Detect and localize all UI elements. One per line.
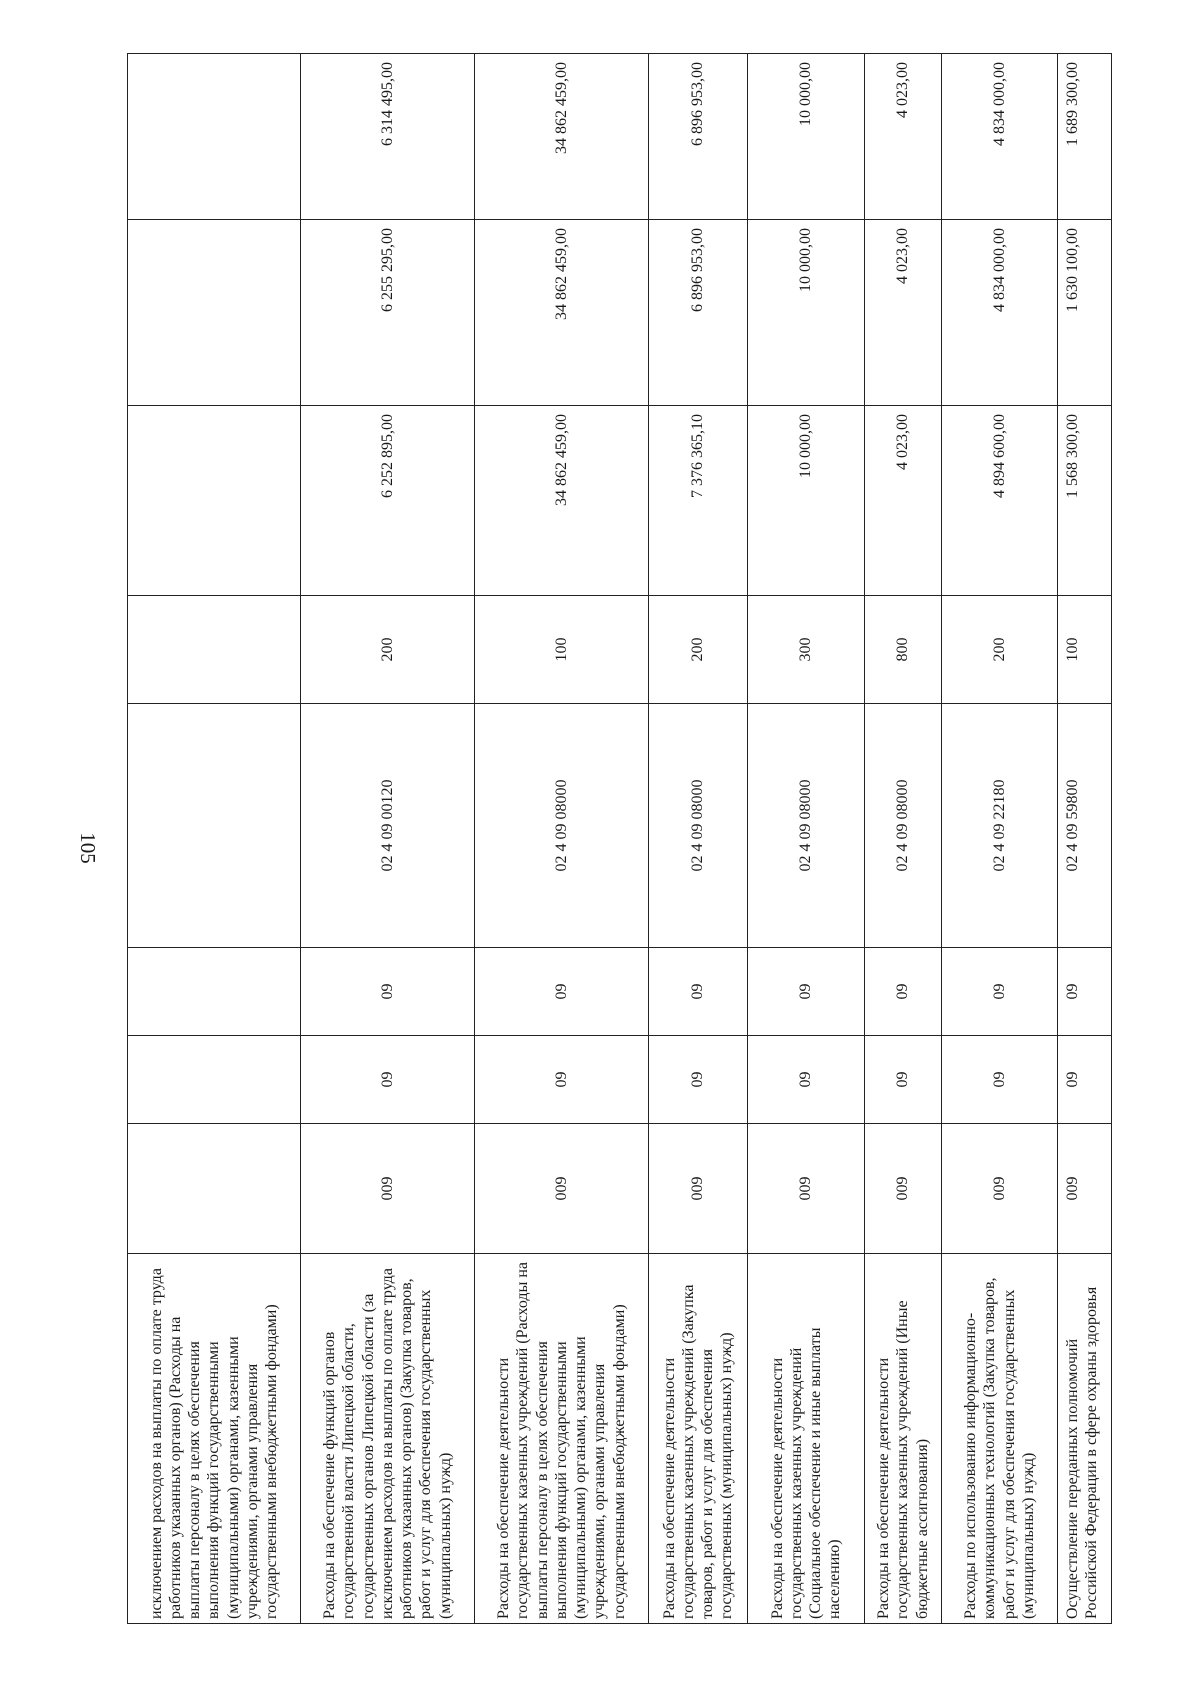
cell-ministry-code: 009 [649, 1124, 748, 1254]
cell-target-article: 02 4 09 08000 [649, 704, 748, 948]
cell-amount-2025: 34 862 459,00 [475, 54, 649, 220]
cell-description: Расходы по использованию информационно-коммуникационных технологий (Закупка товаров, работ и услуг для обеспечения государственных (муниципальных) нужд) [942, 1254, 1058, 1624]
cell-subsection-code: 09 [748, 948, 865, 1036]
cell-amount-2025: 1 689 300,00 [1058, 54, 1112, 220]
cell-section-code [128, 1036, 301, 1124]
cell-amount-2024: 6 255 295,00 [301, 220, 475, 406]
cell-amount-2024: 6 896 953,00 [649, 220, 748, 406]
cell-target-article: 02 4 09 08000 [748, 704, 865, 948]
cell-amount-2023: 7 376 365,10 [649, 406, 748, 596]
table-row [865, 54, 942, 1624]
cell-description: Расходы на обеспечение деятельности государственных казенных учреждений (Закупка товаров, работ и услуг для обеспечения государственных (муниципальных) нужд) [649, 1254, 748, 1624]
cell-description: исключением расходов на выплаты по оплате труда работников указанных органов) (Расходы на выплаты персоналу в целях обеспечения выполнения функций государственными (муниципальными) органами, казенными учреждениями, органами управления государственными внебюджетными фондами) [128, 1254, 301, 1624]
cell-ministry-code: 009 [748, 1124, 865, 1254]
budget-table [127, 53, 1112, 1624]
cell-subsection-code: 09 [942, 948, 1058, 1036]
cell-amount-2025: 6 896 953,00 [649, 54, 748, 220]
cell-target-article: 02 4 09 00120 [301, 704, 475, 948]
cell-amount-2024: 1 630 100,00 [1058, 220, 1112, 406]
table-row [301, 54, 475, 1624]
cell-ministry-code: 009 [865, 1124, 942, 1254]
cell-expense-type: 100 [1058, 596, 1112, 704]
table-row [128, 54, 301, 1624]
cell-expense-type [128, 596, 301, 704]
budget-table-body [128, 54, 1112, 1624]
cell-target-article [128, 704, 301, 948]
cell-section-code: 09 [1058, 1036, 1112, 1124]
cell-amount-2025 [128, 54, 301, 220]
cell-expense-type: 100 [475, 596, 649, 704]
cell-amount-2023: 6 252 895,00 [301, 406, 475, 596]
cell-subsection-code: 09 [301, 948, 475, 1036]
rotated-page-content [127, 54, 1133, 1624]
cell-description: Расходы на обеспечение деятельности государственных казенных учреждений (Социальное обеспечение и иные выплаты населению) [748, 1254, 865, 1624]
cell-ministry-code: 009 [1058, 1124, 1112, 1254]
cell-target-article: 02 4 09 08000 [865, 704, 942, 948]
cell-expense-type: 300 [748, 596, 865, 704]
cell-section-code: 09 [301, 1036, 475, 1124]
cell-target-article: 02 4 09 08000 [475, 704, 649, 948]
cell-section-code: 09 [748, 1036, 865, 1124]
cell-description: Расходы на обеспечение деятельности государственных казенных учреждений (Иные бюджетные ассигнования) [865, 1254, 942, 1624]
cell-expense-type: 200 [942, 596, 1058, 704]
cell-amount-2024: 4 834 000,00 [942, 220, 1058, 406]
cell-amount-2023: 34 862 459,00 [475, 406, 649, 596]
cell-amount-2024 [128, 220, 301, 406]
cell-ministry-code: 009 [301, 1124, 475, 1254]
cell-amount-2025: 4 023,00 [865, 54, 942, 220]
table-row [649, 54, 748, 1624]
cell-ministry-code: 009 [942, 1124, 1058, 1254]
cell-amount-2025: 6 314 495,00 [301, 54, 475, 220]
cell-subsection-code: 09 [649, 948, 748, 1036]
table-row [475, 54, 649, 1624]
cell-expense-type: 200 [301, 596, 475, 704]
cell-description: Расходы на обеспечение функций органов государственной власти Липецкой области, государственных органов Липецкой области (за исключением расходов на выплаты по оплате труда работников указанных органов) (Закупка товаров, работ и услуг для обеспечения государственных (муниципальных) нужд) [301, 1254, 475, 1624]
table-row [748, 54, 865, 1624]
table-row [942, 54, 1058, 1624]
table-row [1058, 54, 1112, 1624]
cell-target-article: 02 4 09 22180 [942, 704, 1058, 948]
cell-ministry-code: 009 [475, 1124, 649, 1254]
cell-section-code: 09 [942, 1036, 1058, 1124]
cell-amount-2023 [128, 406, 301, 596]
cell-subsection-code: 09 [475, 948, 649, 1036]
cell-expense-type: 800 [865, 596, 942, 704]
cell-amount-2025: 4 834 000,00 [942, 54, 1058, 220]
cell-subsection-code: 09 [865, 948, 942, 1036]
cell-amount-2024: 4 023,00 [865, 220, 942, 406]
cell-section-code: 09 [649, 1036, 748, 1124]
cell-amount-2023: 10 000,00 [748, 406, 865, 596]
cell-amount-2023: 4 023,00 [865, 406, 942, 596]
cell-amount-2023: 4 894 600,00 [942, 406, 1058, 596]
cell-target-article: 02 4 09 59800 [1058, 704, 1112, 948]
cell-amount-2024: 10 000,00 [748, 220, 865, 406]
cell-subsection-code [128, 948, 301, 1036]
cell-section-code: 09 [475, 1036, 649, 1124]
cell-expense-type: 200 [649, 596, 748, 704]
cell-amount-2023: 1 568 300,00 [1058, 406, 1112, 596]
cell-amount-2025: 10 000,00 [748, 54, 865, 220]
cell-subsection-code: 09 [1058, 948, 1112, 1036]
page-number: 105 [76, 832, 100, 864]
cell-description: Осуществление переданных полномочий Российской Федерации в сфере охраны здоровья [1058, 1254, 1112, 1624]
cell-ministry-code [128, 1124, 301, 1254]
cell-amount-2024: 34 862 459,00 [475, 220, 649, 406]
cell-section-code: 09 [865, 1036, 942, 1124]
cell-description: Расходы на обеспечение деятельности государственных казенных учреждений (Расходы на выплаты персоналу в целях обеспечения выполнения функций государственными (муниципальными) органами, казенными учреждениями, органами управления государственными внебюджетными фондами) [475, 1254, 649, 1624]
